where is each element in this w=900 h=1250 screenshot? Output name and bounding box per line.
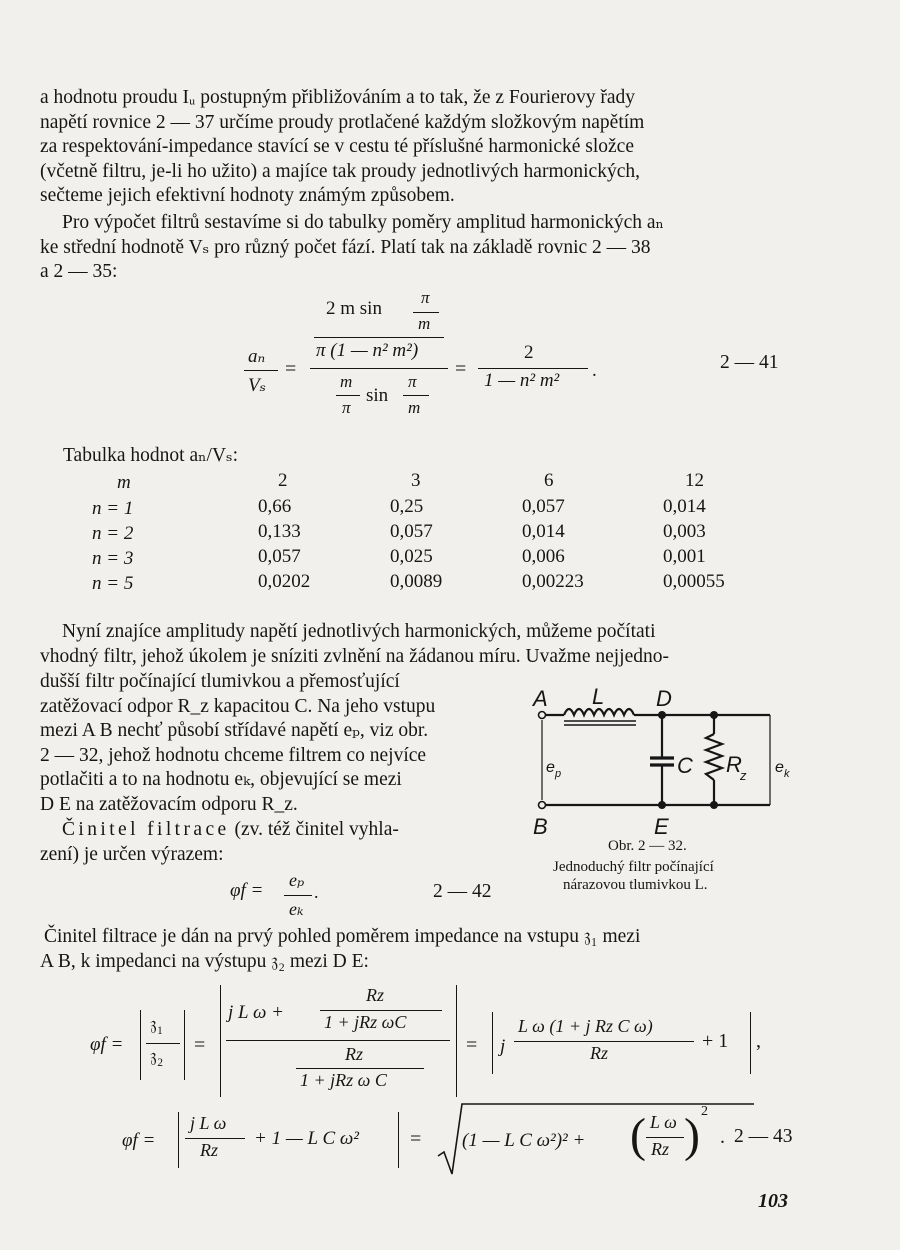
mid: + 1 — L C ω² bbox=[254, 1128, 359, 1149]
table-cell: 0,0089 bbox=[390, 571, 443, 592]
sin-text: sin bbox=[366, 385, 389, 406]
column-header: 6 bbox=[544, 470, 554, 491]
eq-num: eₚ bbox=[289, 870, 305, 890]
text-line bbox=[40, 818, 510, 843]
figure-caption-line: nárazovou tlumivkou L. bbox=[563, 877, 708, 893]
table-cell: 0,001 bbox=[663, 546, 706, 567]
junction-dot bbox=[710, 801, 718, 809]
rz: Rz bbox=[345, 1044, 363, 1064]
eq-lhs-den: Vₛ bbox=[248, 375, 267, 396]
text-line: Činitel filtrace je dán na prvý pohled poměrem impedance na vstupu 𝔷₁ mezi bbox=[44, 926, 641, 947]
fraction-bar bbox=[514, 1041, 694, 1042]
fraction-bar bbox=[244, 370, 278, 371]
abs-bar bbox=[140, 1010, 141, 1080]
text: (zv. též činitel vyhla- bbox=[234, 819, 399, 840]
fraction-bar bbox=[314, 337, 444, 338]
period: . bbox=[314, 882, 319, 902]
fraction-bar bbox=[185, 1138, 245, 1139]
fraction-bar bbox=[284, 895, 312, 896]
text-line: potlačiti a to na hodnotu eₖ, objevující se mezi bbox=[40, 769, 402, 790]
table-caption: Tabulka hodnot aₙ/Vₛ: bbox=[63, 445, 239, 466]
m-symbol: m bbox=[340, 372, 353, 391]
text-line: a hodnotu proudu Iᵤ postupným přibližováním a to tak, že z Fourierovy řady bbox=[40, 87, 636, 108]
table-cell: 0,014 bbox=[522, 521, 565, 542]
abs-bar bbox=[750, 1012, 751, 1074]
table-cell: 0,133 bbox=[258, 521, 301, 542]
eq-den: eₖ bbox=[289, 899, 304, 919]
junction-dot bbox=[658, 711, 666, 719]
table-cell: 0,057 bbox=[258, 546, 301, 567]
abs-bar bbox=[178, 1112, 179, 1168]
label-Rz-sub: z bbox=[740, 768, 747, 783]
table-cell: 0,057 bbox=[522, 496, 565, 517]
paren-right: ) bbox=[684, 1109, 700, 1162]
table-header-label: m bbox=[117, 472, 131, 493]
text: 2 m sin bbox=[326, 298, 382, 319]
table-cell: 0,00223 bbox=[522, 571, 584, 592]
eq-num-line1 bbox=[326, 298, 382, 320]
abs-bar bbox=[456, 985, 457, 1097]
label-E: E bbox=[654, 814, 669, 839]
equals-sign: = bbox=[410, 1128, 422, 1150]
text-line: mezi A B nechť působí střídavé napětí eₚ, viz obr. bbox=[40, 720, 429, 741]
text-line: vhodný filtr, jehož úkolem je sníziti zvlnění na žádanou míru. Uvažme nejjedno- bbox=[40, 645, 669, 667]
table-cell: 0,025 bbox=[390, 546, 433, 567]
fraction-bar bbox=[646, 1137, 684, 1138]
label-L: L bbox=[592, 684, 605, 709]
page-number: 103 bbox=[758, 1190, 788, 1212]
terminal bbox=[539, 712, 546, 719]
row-label: n = 1 bbox=[92, 498, 134, 519]
eq-lhs-num: aₙ bbox=[248, 346, 266, 367]
eq-rhs-den: 1 — n² m² bbox=[484, 370, 560, 391]
label-ek: e bbox=[775, 759, 784, 776]
num: j L ω bbox=[190, 1113, 227, 1133]
figure-caption-line: Jednoduchý filtr počínající bbox=[553, 859, 714, 875]
table-cell: 0,057 bbox=[390, 521, 433, 542]
text-line: Pro výpočet filtrů sestavíme si do tabulky poměry amplitud harmonických aₙ bbox=[62, 212, 664, 233]
text-line: a 2 — 35: bbox=[40, 261, 118, 282]
rz: Rz bbox=[366, 985, 384, 1005]
text-line: ke střední hodnotě Vₛ pro různý počet fází. Platí tak na základě rovnic 2 — 38 bbox=[40, 236, 651, 258]
table-cell: 0,0202 bbox=[258, 571, 311, 592]
equation-number: 2 — 43 bbox=[734, 1126, 793, 1147]
pi-symbol: π bbox=[342, 398, 351, 417]
table-cell: 0,006 bbox=[522, 546, 565, 567]
terminal bbox=[539, 802, 546, 809]
exponent: 2 bbox=[701, 1104, 708, 1119]
jlw: j L ω + bbox=[228, 1002, 284, 1023]
label-ep-sub: p bbox=[555, 768, 562, 780]
row-label: n = 5 bbox=[92, 573, 134, 594]
row-label: n = 3 bbox=[92, 548, 134, 569]
table-cell: 0,25 bbox=[390, 496, 424, 517]
column-header: 2 bbox=[278, 470, 288, 491]
root-den: Rz bbox=[651, 1139, 669, 1159]
filter-paragraph bbox=[40, 211, 790, 285]
dot: . bbox=[720, 1126, 725, 1148]
phi-lhs: φf = bbox=[122, 1130, 156, 1151]
den: Rz bbox=[200, 1140, 218, 1160]
column-header: 12 bbox=[685, 470, 704, 491]
resistor-zigzag bbox=[706, 734, 722, 780]
figure-caption-title: Obr. 2 — 32. bbox=[608, 838, 687, 854]
equals-sign: = bbox=[194, 1034, 206, 1056]
table-cell: 0,66 bbox=[258, 496, 292, 517]
table-cell: 0,00055 bbox=[663, 571, 725, 592]
eq-rhs-num: 2 bbox=[524, 342, 534, 363]
row-label: n = 2 bbox=[92, 523, 134, 544]
fraction-bar bbox=[336, 395, 360, 396]
column-header: 3 bbox=[411, 470, 421, 491]
root-num: L ω bbox=[650, 1112, 677, 1132]
j: j bbox=[500, 1036, 506, 1057]
impedance-paragraph bbox=[40, 925, 800, 974]
abs-bar bbox=[492, 1012, 493, 1074]
rz: Rz bbox=[590, 1043, 608, 1063]
text-line: A B, k impedanci na výstupu 𝔷₂ mezi D E: bbox=[40, 950, 369, 972]
main-fraction-bar bbox=[226, 1040, 450, 1041]
term-heading: Činitel filtrace bbox=[62, 819, 230, 840]
label-B: B bbox=[533, 814, 548, 839]
eq-lhs: φf = bbox=[230, 880, 264, 901]
text-line: (včetně filtru, je-li ho užito) a majíce tak proudy jednotlivých harmonických, bbox=[40, 160, 640, 182]
m-symbol: m bbox=[418, 314, 431, 333]
paren-left: ( bbox=[630, 1109, 646, 1162]
rhs-num: L ω (1 + j Rz C ω) bbox=[518, 1016, 653, 1036]
text-line: za respektování-impedance stavící se v cestu té příslušné harmonické složce bbox=[40, 136, 634, 157]
text-line: napětí rovnice 2 — 37 určíme proudy protlačené každým složkovým napětím bbox=[40, 111, 645, 133]
one-plus: 1 + jRz ωC bbox=[324, 1012, 407, 1032]
m-symbol: m bbox=[408, 398, 421, 417]
fraction-bar bbox=[403, 395, 429, 396]
z2: 𝔷₂ bbox=[150, 1046, 164, 1067]
main-fraction-bar bbox=[310, 368, 448, 369]
fraction-bar bbox=[296, 1068, 424, 1069]
label-A: A bbox=[533, 686, 548, 711]
cinitel-paragraph bbox=[40, 818, 510, 867]
text-line: dušší filtr počínající tlumivkou a přemosťující bbox=[40, 671, 400, 692]
fraction-bar bbox=[478, 368, 588, 369]
fraction-bar bbox=[413, 312, 439, 313]
abs-bar bbox=[220, 985, 221, 1097]
junction-dot bbox=[658, 801, 666, 809]
pi-symbol: π bbox=[421, 288, 430, 307]
label-C: C bbox=[677, 753, 693, 778]
z1: 𝔷₁ bbox=[150, 1014, 164, 1035]
equation-number: 2 — 42 bbox=[433, 881, 492, 902]
intro-paragraph bbox=[40, 86, 790, 209]
text-line: Nyní znajíce amplitudy napětí jednotlivých harmonických, můžeme počítati bbox=[62, 621, 656, 642]
inductor-coil bbox=[564, 709, 634, 715]
now-paragraph bbox=[40, 620, 800, 669]
equals-sign: = bbox=[285, 358, 297, 380]
text-line: sečteme jejich efektivní hodnoty známým způsobem. bbox=[40, 185, 455, 206]
abs-bar bbox=[398, 1112, 399, 1168]
fraction-bar bbox=[320, 1010, 442, 1011]
comma: , bbox=[756, 1030, 761, 1052]
junction-dot bbox=[710, 711, 718, 719]
phi-lhs: φf = bbox=[90, 1034, 124, 1055]
equals-sign: = bbox=[455, 358, 467, 380]
label-ep: e bbox=[546, 759, 555, 776]
equation-number: 2 — 41 bbox=[720, 352, 779, 373]
text-line: zení) je určen výrazem: bbox=[40, 843, 224, 865]
root-a: (1 — L C ω²)² + bbox=[462, 1130, 586, 1151]
plus-one: + 1 bbox=[702, 1030, 729, 1052]
wrap-paragraph bbox=[40, 670, 502, 817]
one-plus: 1 + jRz ω C bbox=[300, 1070, 387, 1090]
abs-bar bbox=[184, 1010, 185, 1080]
pi-symbol: π bbox=[408, 372, 417, 391]
table-cell: 0,014 bbox=[663, 496, 706, 517]
label-ek-sub: k bbox=[784, 768, 790, 780]
text-line: 2 — 32, jehož hodnotu chceme filtrem co nejvíce bbox=[40, 744, 427, 766]
label-Rz: R bbox=[726, 752, 742, 777]
equals-sign: = bbox=[466, 1034, 478, 1056]
eq-num-line2: π (1 — n² m²) bbox=[316, 340, 419, 361]
filter-circuit-diagram bbox=[520, 684, 810, 844]
label-D: D bbox=[656, 686, 672, 711]
text-line: zatěžovací odpor R_z kapacitou C. Na jeho vstupu bbox=[40, 695, 436, 717]
period: . bbox=[592, 360, 597, 381]
table-cell: 0,003 bbox=[663, 521, 706, 542]
text-line: D E na zatěžovacím odporu R_z. bbox=[40, 793, 298, 815]
fraction-bar bbox=[146, 1043, 180, 1044]
